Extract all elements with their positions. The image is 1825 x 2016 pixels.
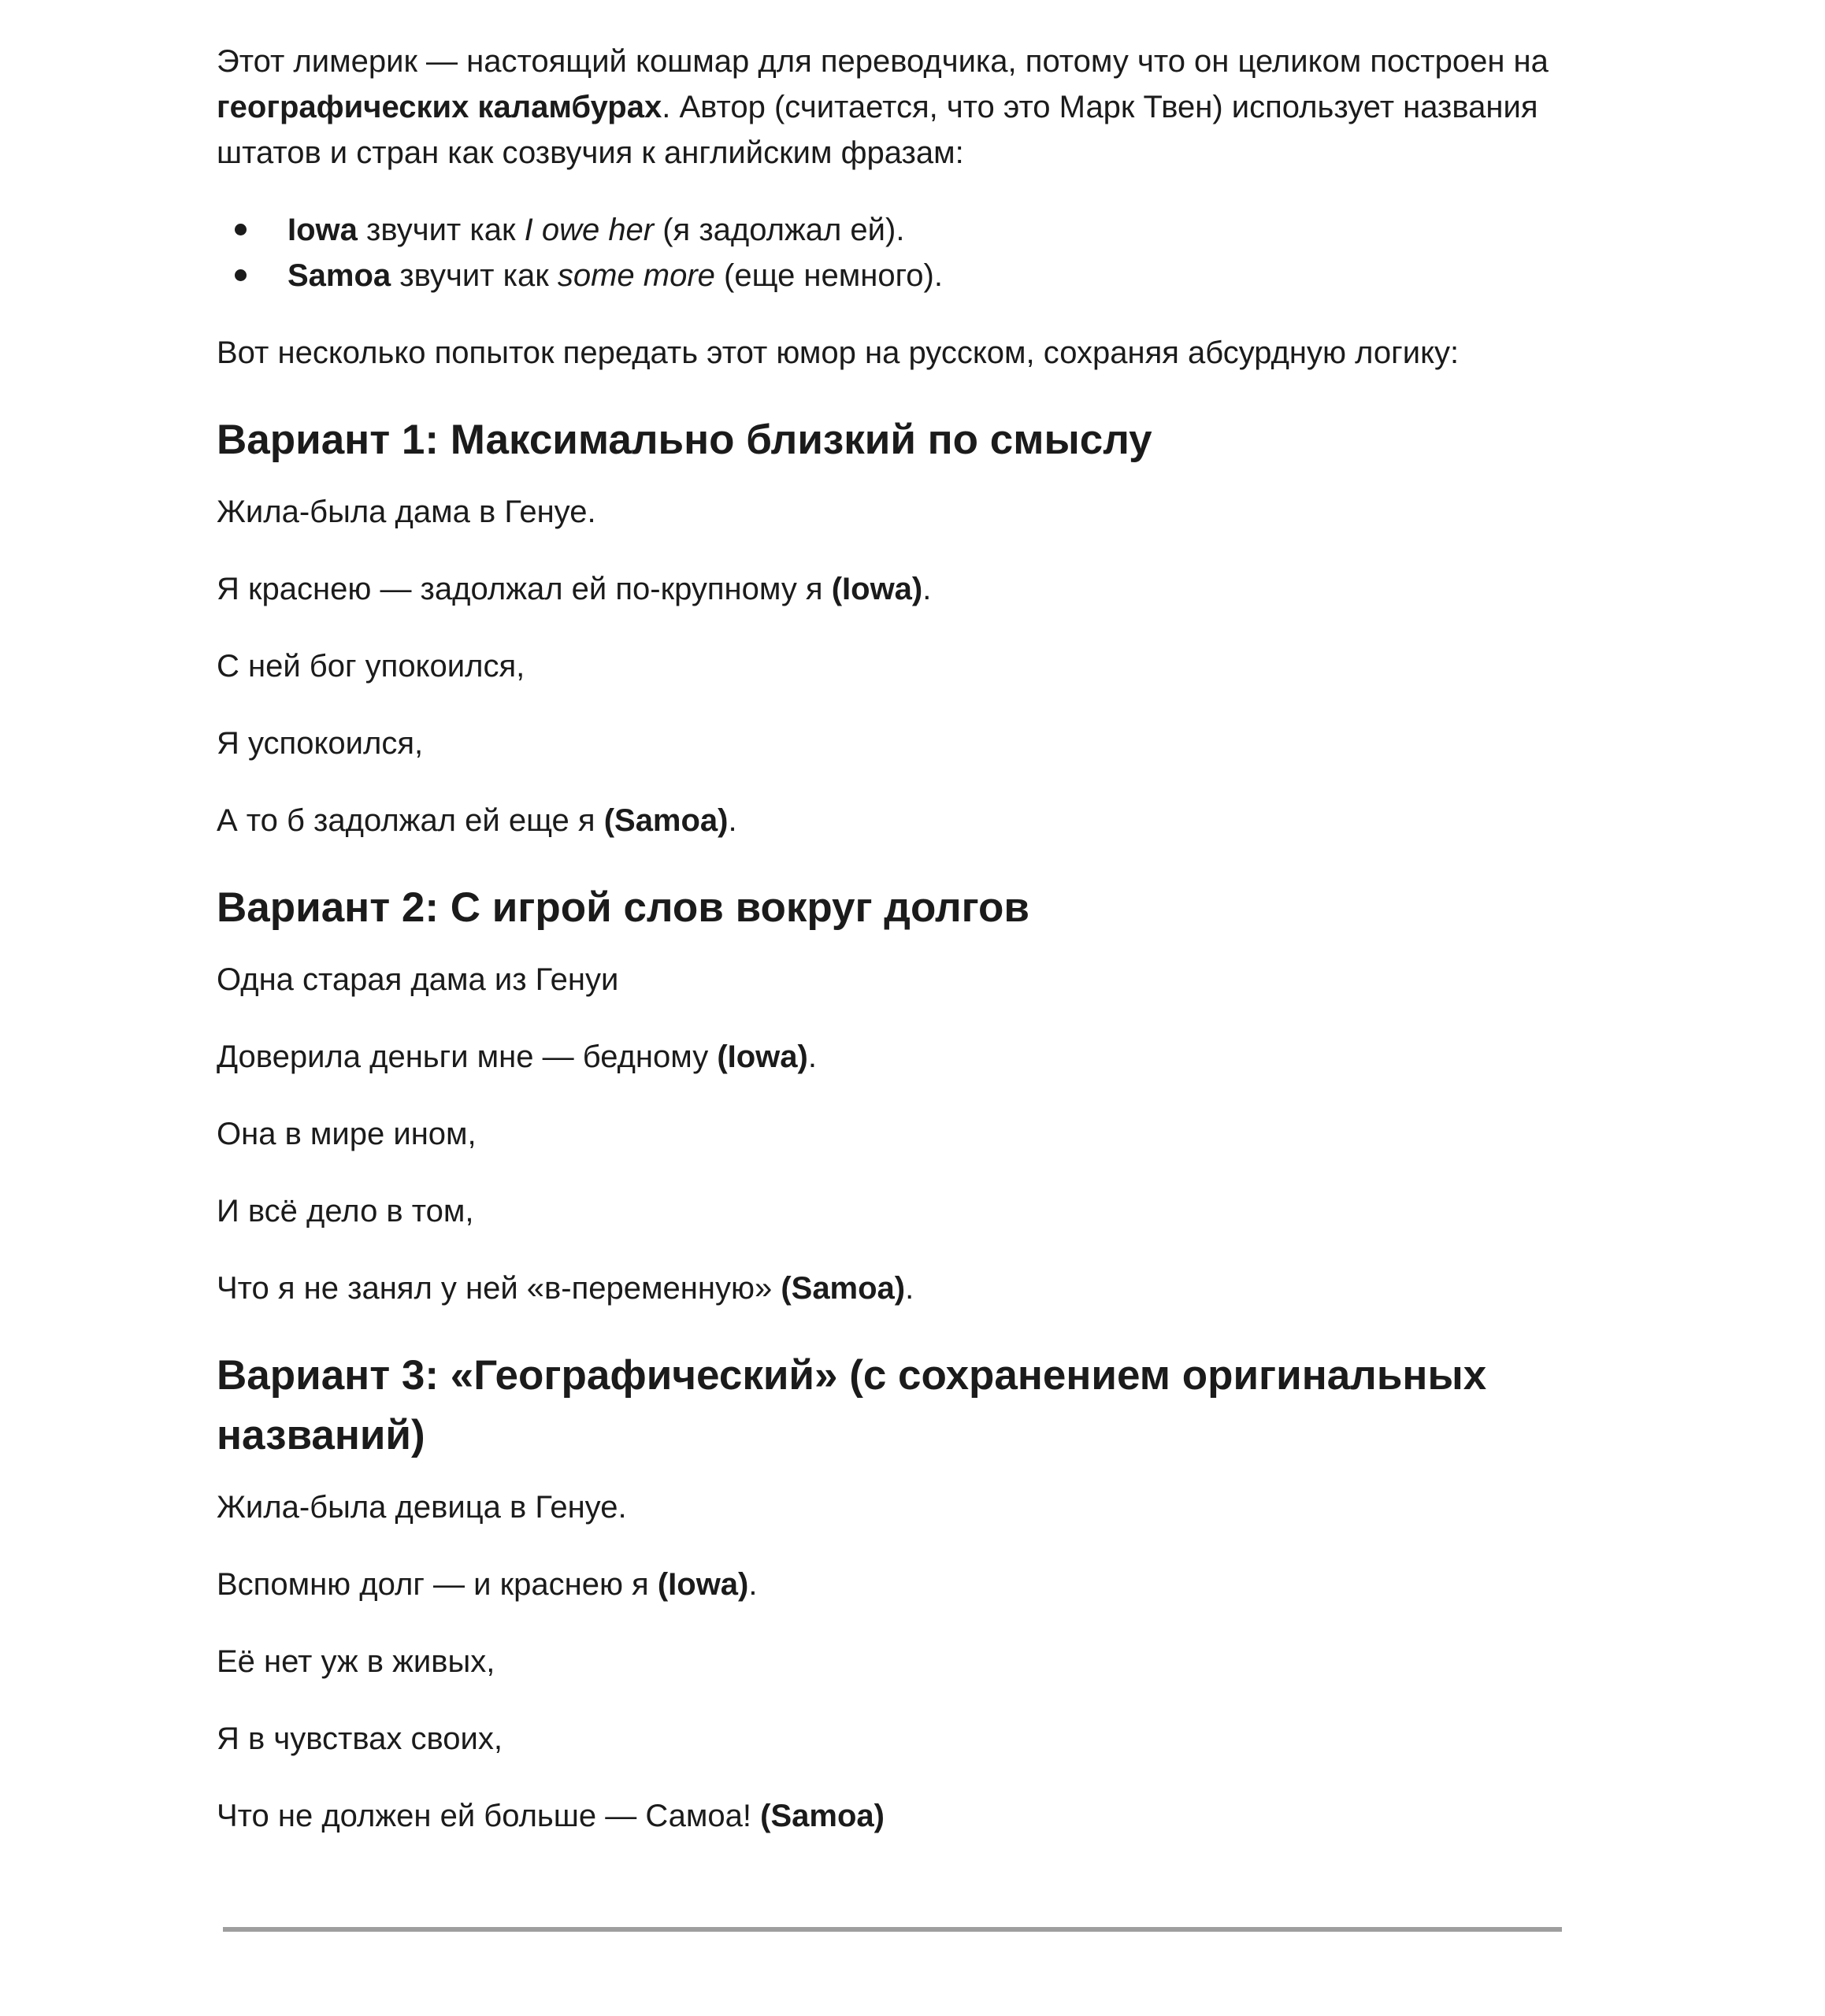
poem-line	[217, 643, 1583, 689]
bold-text: Samoa	[287, 258, 391, 293]
italic-text: I owe her	[524, 213, 655, 247]
poem-line	[217, 1111, 1583, 1157]
bold-text: (Iowa)	[657, 1567, 749, 1602]
bold-text: (Iowa)	[831, 572, 923, 606]
poem-line	[217, 1266, 1583, 1311]
text-segment: . Автор (считается, что это Марк Твен) использует названия штатов и стран как созвучия к английским фразам:	[217, 90, 1538, 170]
bullet-text	[287, 258, 943, 293]
text-segment: .	[807, 1040, 817, 1074]
poem-line	[217, 1562, 1583, 1607]
text-segment: (еще немного).	[714, 258, 943, 293]
text-segment: Жила-была дама в Генуе.	[217, 495, 596, 529]
text-segment: .	[905, 1271, 914, 1306]
text-segment: Этот лимерик — настоящий кошмар для переводчика, потому что он целиком построен на	[217, 44, 1549, 79]
section	[217, 878, 1583, 1311]
text-segment: Она в мире ином,	[217, 1117, 477, 1151]
poem-line	[217, 721, 1583, 766]
bold-text: географических каламбурах	[217, 90, 662, 124]
bullet-item	[217, 207, 1583, 253]
lead-paragraph: Вот несколько попыток передать этот юмор на русском, сохраняя абсурдную логику:	[217, 335, 1460, 370]
text-segment: (я задолжал ей).	[654, 213, 905, 247]
text-segment: Вспомню долг — и краснею я	[217, 1567, 658, 1602]
divider-rule	[223, 1927, 1562, 1932]
text-segment: С ней бог упокоился,	[217, 649, 525, 684]
text-segment: Что не должен ей больше — Самоа!	[217, 1799, 761, 1833]
text-segment: звучит как	[391, 258, 558, 293]
text-segment: И всё дело в том,	[217, 1194, 474, 1228]
section-heading: Вариант 3: «Географический» (с сохранением оригинальных названий)	[217, 1352, 1487, 1458]
bold-text: (Samoa)	[760, 1799, 885, 1833]
poem-line	[217, 566, 1583, 612]
bullet-list	[217, 207, 1583, 298]
bold-text: Iowa	[287, 213, 358, 247]
poem-line	[217, 1639, 1583, 1684]
section	[217, 1346, 1583, 1839]
text-segment: звучит как	[357, 213, 525, 247]
section-heading: Вариант 1: Максимально близкий по смыслу	[217, 417, 1152, 463]
italic-text: some more	[557, 258, 715, 293]
sections-container	[217, 410, 1583, 1839]
poem-line	[217, 1188, 1583, 1234]
intro-paragraph	[217, 39, 1583, 176]
bold-text: (Samoa)	[781, 1271, 906, 1306]
poem-line	[217, 957, 1583, 1002]
bullet-dot-icon	[235, 224, 247, 235]
poem-line	[217, 489, 1583, 535]
text-segment: Я успокоился,	[217, 726, 424, 761]
bullet-item	[217, 253, 1583, 298]
text-segment: Я в чувствах своих,	[217, 1721, 503, 1756]
text-segment: .	[728, 803, 737, 838]
text-segment: Доверила деньги мне — бедному	[217, 1040, 718, 1074]
text-segment: Её нет уж в живых,	[217, 1644, 495, 1679]
text-segment: Одна старая дама из Генуи	[217, 962, 619, 997]
poem-line	[217, 1484, 1583, 1530]
text-segment: .	[748, 1567, 758, 1602]
bullet-dot-icon	[235, 269, 247, 281]
text-segment: Я краснею — задолжал ей по-крупному я	[217, 572, 832, 606]
poem-line	[217, 1793, 1583, 1839]
text-segment: .	[922, 572, 932, 606]
section-heading: Вариант 2: С игрой слов вокруг долгов	[217, 884, 1029, 931]
poem-line	[217, 1716, 1583, 1762]
bullet-text	[287, 213, 904, 247]
text-segment: А то б задолжал ей еще я	[217, 803, 604, 838]
bold-text: (Samoa)	[603, 803, 729, 838]
poem-line	[217, 1034, 1583, 1080]
section	[217, 410, 1583, 843]
bold-text: (Iowa)	[717, 1040, 808, 1074]
text-segment: Что я не занял у ней «в-переменную»	[217, 1271, 781, 1306]
text-segment: Жила-была девица в Генуе.	[217, 1490, 627, 1525]
poem-line	[217, 798, 1583, 843]
